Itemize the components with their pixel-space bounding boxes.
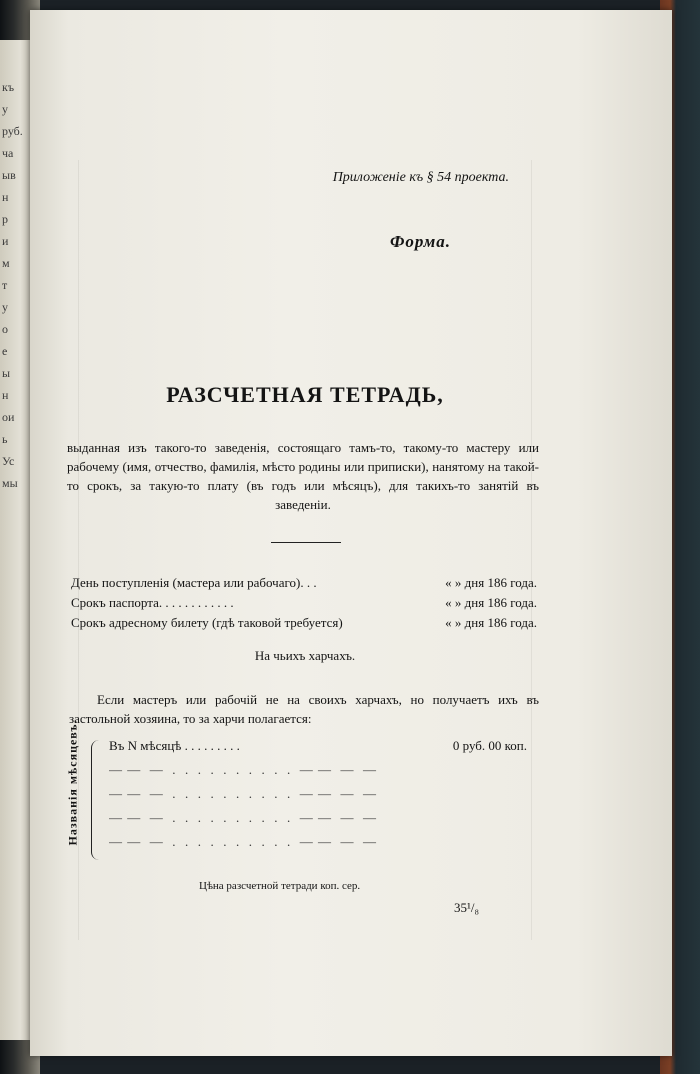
left-page-fragment: мы — [2, 476, 18, 490]
date-row-suffix: дня 186 года. — [464, 615, 537, 630]
left-page-fragment: н — [2, 388, 9, 402]
month-first-label: Въ N мѣсяцѣ . . . . . . . . . — [109, 738, 240, 753]
form-content — [65, 160, 539, 940]
brace — [91, 740, 100, 860]
months-table — [65, 719, 535, 878]
date-row-label: Срокъ паспорта. . . . . . . . . . . . — [71, 595, 234, 610]
left-page-fragment: н — [2, 190, 9, 204]
date-row-marks: « » — [445, 575, 462, 590]
month-first-row — [109, 738, 527, 754]
document-description: выданная изъ такого-то заведенія, состоящаго тамъ-то, такому-то мастеру или рабочему (имя, отчество, фамилія, мѣсто родины или приписки), нанятому на такой-то срокъ, за такую-то плату (въ годъ или мѣсяцъ), для такихъ-то занятій въ заведеніи. — [67, 440, 539, 512]
date-row-suffix: дня 186 года. — [464, 595, 537, 610]
section-subheading: На чьихъ харчахъ. — [254, 648, 356, 663]
date-row — [71, 573, 537, 593]
date-row-suffix: дня 186 года. — [464, 575, 537, 590]
month-row: — — — . . . . . . . . . . — — — — — [109, 810, 377, 824]
date-row-marks: « » — [445, 615, 462, 630]
month-first-value: 0 руб. 00 коп. — [452, 738, 527, 753]
price-line: Цѣна разсчетной тетради коп. сер. — [199, 880, 361, 892]
left-page-fragment: ыв — [2, 168, 16, 182]
date-row — [71, 593, 537, 613]
date-row-marks: « » — [445, 595, 462, 610]
left-page-fragment: р — [2, 212, 8, 226]
left-page-fragment: ча — [2, 146, 14, 160]
month-row: — — — . . . . . . . . . . — — — — — [109, 762, 377, 776]
left-page-fragment: руб. — [2, 124, 23, 138]
page-number: 35¹/₈ — [453, 900, 479, 915]
left-page-fragment: ои — [2, 410, 15, 424]
left-page-fragment: е — [2, 344, 8, 358]
date-row-label: Срокъ адресному билету (гдѣ таковой требуется) — [71, 615, 343, 630]
board-paragraph: Если мастеръ или рабочій не на своихъ харчахъ, но получаетъ ихъ въ застольной хозяина, то за харчи полагается: — [69, 692, 539, 726]
left-page-fragment: ь — [2, 432, 8, 446]
left-page-fragment: у — [2, 102, 8, 116]
date-rows — [71, 573, 537, 633]
form-heading: Форма. — [389, 232, 451, 251]
left-page-fragment: м — [2, 256, 10, 270]
date-row-label: День поступленія (мастера или рабочаго). . . — [71, 575, 317, 590]
left-page-fragment: у — [2, 300, 8, 314]
left-page-edge — [0, 40, 34, 1040]
divider-rule — [271, 542, 341, 543]
appendix-reference: Приложеніе къ § 54 проекта. — [332, 170, 509, 185]
left-page-fragment: о — [2, 322, 8, 336]
left-page-fragment: и — [2, 234, 9, 248]
months-label: Названія мѣсяцевъ. — [65, 719, 80, 846]
left-page-fragment: Ус — [2, 454, 15, 468]
left-page-fragment: ы — [2, 366, 11, 380]
document-title: РАЗСЧЕТНАЯ ТЕТРАДЬ, — [166, 382, 444, 407]
left-page-fragment: къ — [2, 80, 15, 94]
book-page — [30, 10, 672, 1056]
month-row: — — — . . . . . . . . . . — — — — — [109, 834, 377, 848]
month-row: — — — . . . . . . . . . . — — — — — [109, 786, 377, 800]
left-page-fragment: т — [2, 278, 8, 292]
date-row — [71, 613, 537, 633]
